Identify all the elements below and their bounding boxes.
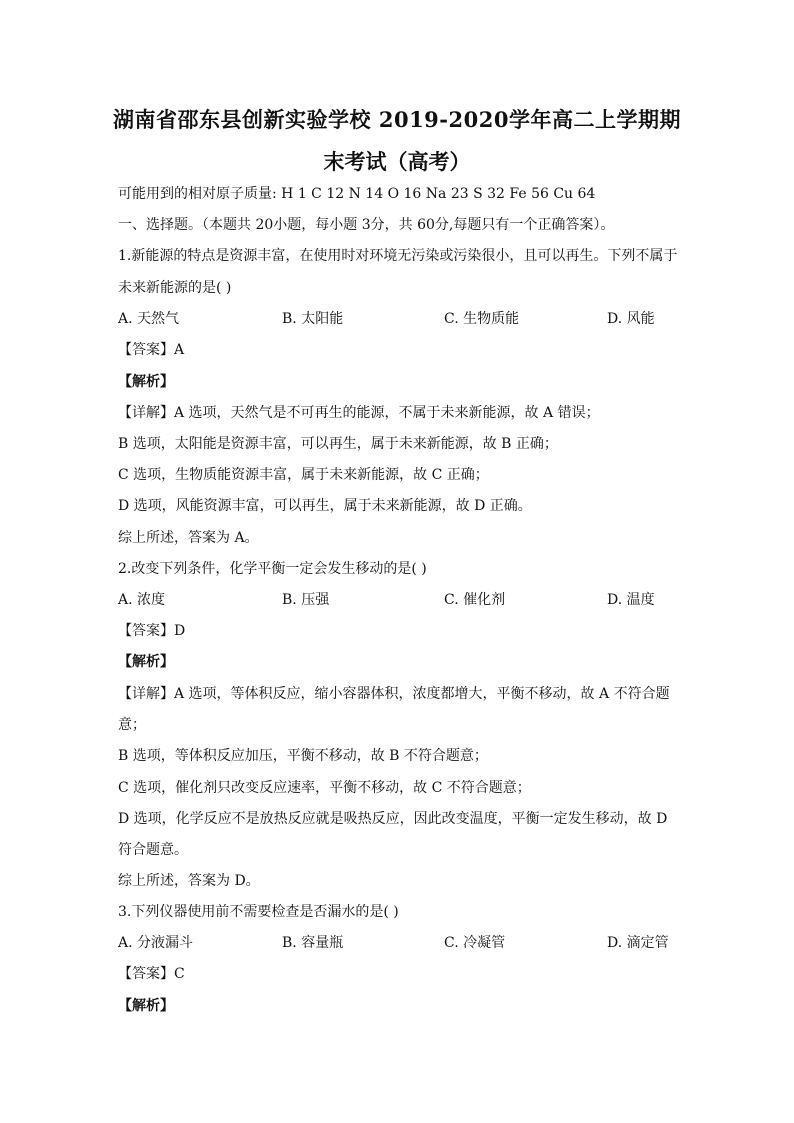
q2-options [118,590,678,610]
q2-detail-line: C 选项，催化剂只改变反应速率，平衡不移动，故 C 不符合题意； [118,780,531,796]
q3-option-d: D. 滴定管 [607,935,669,951]
q3-option-b: B. 容量瓶 [282,935,344,951]
q1-detail-line: 【详解】A 选项，天然气是不可再生的能源，不属于未来新能源，故 A 错误； [118,405,600,421]
q1-detail-line: D 选项，风能资源丰富，可以再生，属于未来新能源，故 D 正确。 [118,498,532,514]
exam-title-line1: 湖南省邵东县创新实验学校 2019-2020学年高二上学期期 [113,107,681,132]
q3-stem-line1: 3.下列仪器使用前不需要检查是否漏水的是( ) [118,904,399,920]
q2-detail-line: D 选项，化学反应不是放热反应就是吸热反应，因此改变温度，平衡一定发生移动，故 D [118,811,668,827]
atomic-masses-note: 可能用到的相对原子质量: H 1 C 12 N 14 O 16 Na 23 S 32 Fe 56 Cu 64 [118,186,596,202]
q2-option-c: C. 催化剂 [444,592,506,608]
q1-analysis-label: 【解析】 [118,374,174,390]
q2-analysis-label: 【解析】 [118,654,174,670]
q2-detail-line: 【详解】A 选项，等体积反应，缩小容器体积，浓度都增大，平衡不移动，故 A 不符合题 [118,686,670,702]
q3-option-a: A. 分液漏斗 [118,935,194,951]
section-heading: 一、选择题。（本题共 20小题，每小题 3分，共 60分,每题只有一个正确答案）。 [118,217,615,233]
q2-option-a: A. 浓度 [118,592,166,608]
q1-detail-line: C 选项，生物质能资源丰富，属于未来新能源，故 C 正确； [118,467,489,483]
q1-options [118,309,678,329]
q3-analysis-label: 【解析】 [118,998,174,1014]
q1-option-b: B. 太阳能 [282,311,344,327]
q3-answer: 【答案】C [118,966,185,982]
q1-summary: 综上所述，答案为 A。 [118,530,259,546]
q3-option-c: C. 冷凝管 [444,935,506,951]
q2-option-d: D. 温度 [607,592,655,608]
q2-detail-line: 意； [118,717,146,733]
q2-option-b: B. 压强 [282,592,330,608]
q1-option-d: D. 风能 [607,311,655,327]
q2-stem-line1: 2.改变下列条件，化学平衡一定会发生移动的是( ) [118,561,427,577]
q2-summary: 综上所述，答案为 D。 [118,873,260,889]
q1-option-c: C. 生物质能 [444,311,520,327]
q1-detail-line: B 选项，太阳能是资源丰富，可以再生，属于未来新能源，故 B 正确； [118,436,558,452]
q2-detail-line: B 选项，等体积反应加压，平衡不移动，故 B 不符合题意； [118,748,488,764]
q1-answer: 【答案】A [118,342,185,358]
q2-answer: 【答案】D [118,623,186,639]
q1-stem-line1: 1.新能源的特点是资源丰富，在使用时对环境无污染或污染很小，且可以再生。下列不属于 [118,248,678,264]
q1-option-a: A. 天然气 [118,311,180,327]
q1-stem-line2: 未来新能源的是( ) [118,280,232,296]
q2-detail-line: 符合题意。 [118,842,188,858]
exam-title-line2: 末考试（高考） [323,149,471,174]
q3-options [118,933,678,953]
